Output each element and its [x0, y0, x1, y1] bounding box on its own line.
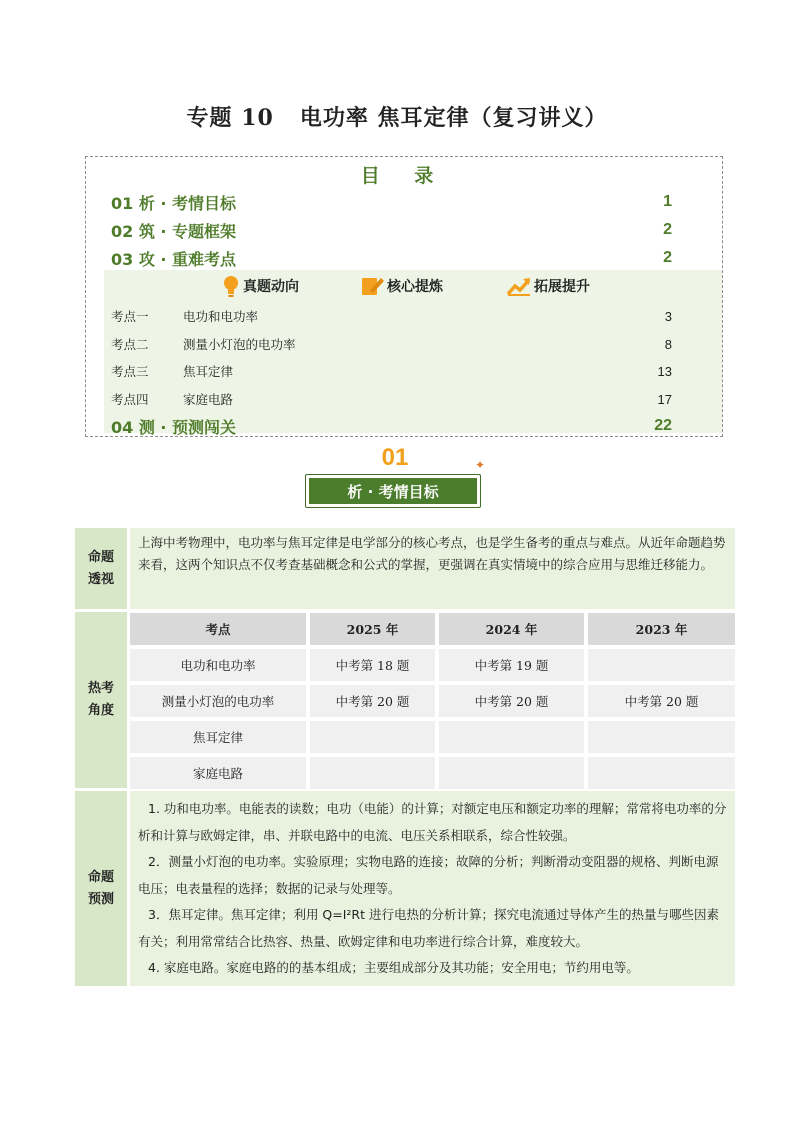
subitem-name: 测量小灯泡的电功率	[183, 337, 296, 352]
section-label: 析 · 考情目标	[309, 478, 477, 504]
subitem-key: 考点二	[111, 337, 149, 352]
subitem-key: 考点四	[111, 392, 149, 407]
category-zhenti	[221, 275, 299, 297]
toc-item[interactable]	[111, 190, 672, 214]
toc-subitem[interactable]	[111, 333, 672, 355]
prediction-item: 1. 功和电功率。电能表的读数；电功（电能）的计算；对额定电压和额定功率的理解；常常将电功率的分析和计算与欧姆定律，串、并联电路中的电流、电压关系相联系，综合性较强。	[138, 801, 727, 843]
title-main: 电功率 焦耳定律（复习讲义）	[299, 106, 608, 131]
toc-item[interactable]	[111, 414, 672, 438]
toc-subitem[interactable]	[111, 360, 672, 382]
subitem-page: 13	[657, 363, 672, 379]
table-cell: 中考第 20 题	[310, 685, 435, 717]
table-of-contents	[85, 156, 723, 437]
hot-label	[75, 612, 127, 788]
table-cell	[439, 757, 584, 789]
table-header: 2023 年	[588, 613, 735, 645]
section-number: 01	[381, 444, 409, 471]
table-cell: 中考第 18 题	[310, 649, 435, 681]
prediction-item: 4. 家庭电路。家庭电路的的基本组成；主要组成部分及其功能；安全用电；节约用电等。	[148, 960, 639, 975]
section-badge	[305, 444, 491, 516]
toc-heading: 目 录	[360, 165, 448, 187]
toc-item-page: 2	[663, 249, 672, 266]
category-label: 真题动向	[243, 279, 299, 295]
perspective-label	[75, 528, 127, 609]
table-header: 2025 年	[310, 613, 435, 645]
perspective-text: 上海中考物理中，电功率与焦耳定律是电学部分的核心考点，也是学生备考的重点与难点。从近年命题趋势来看，这两个知识点不仅考查基础概念和公式的掌握，更强调在真实情境中的综合应用与思维迁移能力。	[138, 535, 726, 572]
subitem-name: 焦耳定律	[183, 364, 234, 379]
table-header: 2024 年	[439, 613, 584, 645]
table-cell	[310, 721, 435, 753]
subitem-page: 17	[657, 391, 672, 407]
table-cell	[588, 757, 735, 789]
table-cell	[588, 649, 735, 681]
toc-item-label: 03 攻 · 重难考点	[111, 249, 237, 269]
growth-chart-icon	[506, 275, 532, 297]
table-cell: 焦耳定律	[130, 721, 306, 753]
toc-item-label: 01 析 · 考情目标	[111, 193, 237, 213]
subitem-name: 电功和电功率	[183, 309, 259, 324]
toc-item-page: 22	[654, 417, 672, 434]
subitem-key: 考点一	[111, 309, 149, 324]
category-tuozhan	[506, 275, 590, 297]
prediction-label	[75, 791, 127, 986]
table-cell: 中考第 20 题	[439, 685, 584, 717]
table-cell	[588, 721, 735, 753]
lightbulb-icon	[221, 274, 241, 298]
table-cell	[310, 757, 435, 789]
exam-analysis-table	[75, 528, 735, 986]
table-cell	[439, 721, 584, 753]
prediction-cell	[130, 791, 735, 986]
subitem-key: 考点三	[111, 364, 149, 379]
prediction-label-text: 命题预测	[87, 869, 114, 907]
toc-item-label: 02 筑 · 专题框架	[111, 221, 237, 241]
perspective-label-text: 命题透视	[87, 549, 114, 587]
hot-label-text: 热考角度	[87, 681, 114, 718]
table-cell: 家庭电路	[130, 757, 306, 789]
toc-subitem[interactable]	[111, 388, 672, 410]
page-title	[0, 101, 794, 132]
subitem-page: 3	[664, 308, 672, 324]
perspective-cell	[130, 528, 735, 609]
subitem-page: 8	[664, 336, 672, 352]
toc-subitem[interactable]	[111, 305, 672, 327]
category-label: 核心提炼	[387, 279, 443, 295]
table-cell: 中考第 19 题	[439, 649, 584, 681]
title-prefix: 专题	[186, 106, 233, 131]
subitem-name: 家庭电路	[183, 392, 234, 407]
toc-item-page: 2	[663, 221, 672, 238]
toc-item-label: 04 测 · 预测闯关	[111, 417, 237, 437]
toc-item-page: 1	[663, 193, 672, 210]
pencil-note-icon	[361, 275, 385, 297]
table-cell: 中考第 20 题	[588, 685, 735, 717]
table-cell: 测量小灯泡的电功率	[130, 685, 306, 717]
toc-item[interactable]	[111, 246, 672, 270]
title-number: 10	[241, 105, 274, 131]
category-hexin	[361, 275, 443, 297]
table-header: 考点	[130, 613, 306, 645]
prediction-item: 3．焦耳定律。焦耳定律；利用 Q=I²Rt 进行电热的分析计算；探究电流通过导体产生的热量与哪些因素有关；利用常常结合比热容、热量、欧姆定律和电功率进行综合计算，难度较大。	[138, 907, 719, 949]
sparkle-icon: ✦	[475, 458, 486, 472]
toc-item[interactable]	[111, 218, 672, 242]
table-cell: 电功和电功率	[130, 649, 306, 681]
prediction-item: 2．测量小灯泡的电功率。实验原理；实物电路的连接；故障的分析；判断滑动变阻器的规格、判断电源电压；电表量程的选择；数据的记录与处理等。	[138, 854, 719, 896]
category-label: 拓展提升	[534, 279, 590, 295]
